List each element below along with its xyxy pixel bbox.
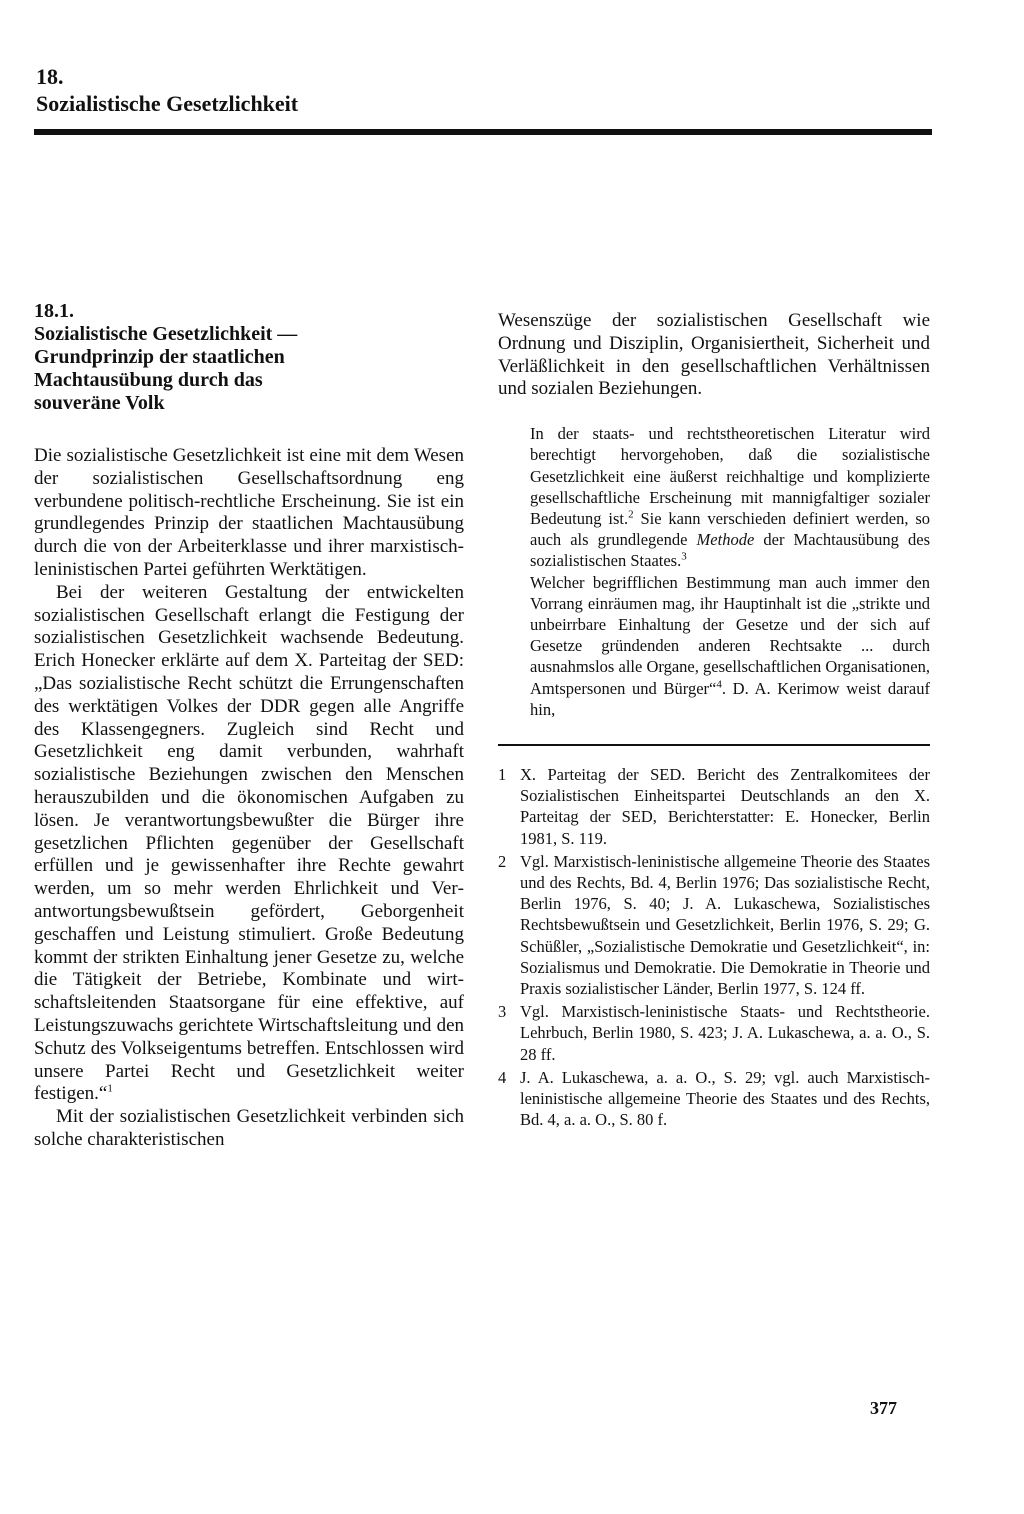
small-text: der Machtausübung des sozialistischen Staates. xyxy=(530,530,930,571)
small-print-block xyxy=(530,423,930,720)
footnote xyxy=(498,851,930,999)
footnote-ref: 2 xyxy=(628,508,634,521)
small-paragraph xyxy=(530,572,930,720)
small-paragraph xyxy=(530,423,930,571)
chapter-rule xyxy=(34,129,932,135)
footnote-rule xyxy=(498,744,930,746)
chapter-number: 18. xyxy=(36,64,64,89)
body-paragraph: Die sozialistische Gesetzlichkeit ist eine mit dem Wesen der sozialistischen Gesellschaftsordnung eng verbundene politisch-rechtliche Erscheinung. Sie ist ein grundlegendes Prinzip der staatlichen Machtausübung durch die von der Arbeiterklasse und ihrer marxistisch-leninistischen Partei geführten Werktätigen. xyxy=(34,445,464,580)
body-paragraph: Wesenszüge der sozialistischen Gesellschaft wie Ordnung und Disziplin, Organisiertheit, Sicherheit und Verläßlichkeit in den gesellschaftlichen Verhältnissen und sozialen Beziehungen. xyxy=(498,310,930,400)
small-text: In der staats- und rechtstheoretischen Literatur wird berechtigt hervorgehoben, daß die sozialistische Gesetzlichkeit eine äußerst reichhaltige und komplizierte gesellschaftliche Erscheinung mit mannigfaltiger sozialer Bedeutung ist. xyxy=(530,424,930,528)
emphasis-text: Methode xyxy=(696,530,755,550)
footnote xyxy=(498,1001,930,1065)
footnote-text: X. Parteitag der SED. Bericht des Zentralkomitees der Sozialistischen Einheitspartei Deutschlands an den X. Parteitag der SED, Berichterstatter: E. Honecker, Berlin 1981, S. 119. xyxy=(520,765,930,848)
footnote-ref: 1 xyxy=(107,1082,113,1095)
footnote-number: 3 xyxy=(498,1002,507,1022)
footnote-text: Vgl. Marxistisch-leninistische Staats- und Rechtstheorie. Lehrbuch, Berlin 1980, S. 423; J. A. Lukaschewa, a. a. O., S. 28 ff. xyxy=(520,1002,930,1064)
page-number: 377 xyxy=(870,1398,897,1418)
footnote xyxy=(498,764,930,849)
left-column xyxy=(34,300,464,1152)
chapter-title: Sozialistische Gesetzlichkeit xyxy=(36,91,299,116)
footnote-number: 1 xyxy=(498,765,507,785)
small-text: Sie kann verschieden definiert werden, so auch als grundlegende xyxy=(530,509,930,550)
footnote-number: 4 xyxy=(498,1067,507,1087)
body-paragraph: Mit der sozialistischen Gesetzlichkeit verbinden sich solche charakteristischen xyxy=(34,1106,464,1150)
footnote-ref: 3 xyxy=(681,550,687,563)
small-text: . D. A. Kerimow weist darauf hin, xyxy=(530,678,930,719)
section-number: 18.1. xyxy=(34,300,74,322)
section-title: Sozialistische Gesetzlichkeit — Grundprinzip der staatlichen Machtausübung durch das souveräne Volk xyxy=(34,323,298,414)
footnote xyxy=(498,1067,930,1131)
footnote-number: 2 xyxy=(498,851,507,871)
footnote-text: Vgl. Marxistisch-leninistische allgemeine Theorie des Staates und des Rechts, Bd. 4, Berlin 1976; Das sozialistische Recht, Berlin 1976, S. 40; J. A. Lukaschewa, Sozialistisches Rechtsbewußtsein und Gesetzlichkeit, Berlin 1976, S. 29; G. Schüßler, „Sozialistische Demokratie und Gesetzlichkeit“, in: Sozialismus und Demokratie. Die Demokratie in Theorie und Praxis sozialistischer Länder, Berlin 1977, S. 124 ff. xyxy=(520,851,930,999)
right-column xyxy=(498,310,930,1132)
footnote-text: J. A. Lukaschewa, a. a. O., S. 29; vgl. auch Marxistisch-leninistische allgemeine Theorie des Staates und des Rechts, Bd. 4, a. a. O., S. 80 f. xyxy=(520,1067,930,1130)
small-text: Welcher begrifflichen Bestimmung man auch immer den Vorrang einräumen mag, ihr Hauptinhalt ist die „strikte und unbeirrbare Einhaltung der Gesetze und der sich auf Gesetze gründenden anderen Rechtsakte ... durch ausnahmslos alle Organe, gesellschaftlichen Organisationen, Amtspersonen und Bürger“ xyxy=(530,572,930,698)
body-paragraph xyxy=(34,582,464,1106)
body-text: Bei der weiteren Gestaltung der entwickelten sozialistischen Gesellschaft erlangt die Festigung der sozialistischen Gesetzlichkeit wachsende Bedeutung. Erich Honecker erklärte auf dem X. Parteitag der SED: „Das sozialistische Recht schützt die Errungenschaften des werktätigen Volkes der DDR gegen alle Angriffe des Klassengegners. Zugleich sind Recht und Gesetzlichkeit eng damit verbunden, wahrhaft sozialistische Beziehungen zwischen den Menschen herauszubilden und die ökonomischen Aufgaben zu lösen. Je verantwortungsbewußter die Bürger ihre gesetzlichen Pflichten gegenüber der Gesellschaft erfüllen und je gewissenhafter ihre Rechte gewahrt werden, um so mehr werden Ehrlichkeit und Verantwortungsbewußtsein gefördert, Geborgenheit geschaffen und Leistung stimuliert. Große Bedeutung kommt der strikten Einhaltung jener Gesetze zu, welche die Tätigkeit der Betriebe, Kombinate und wirtschaftsleitenden Staatsorgane für eine effektive, auf Leistungszuwachs gerichtete Wirtschaftsleitung und den Schutz des Volkseigentums betreffen. Entschlossen wird unsere Partei Recht und Gesetzlichkeit weiter festigen.“ xyxy=(34,581,464,1105)
section-heading xyxy=(34,300,464,415)
footnote-ref: 4 xyxy=(716,678,722,691)
chapter-heading xyxy=(36,64,936,118)
footnotes xyxy=(498,764,930,1130)
